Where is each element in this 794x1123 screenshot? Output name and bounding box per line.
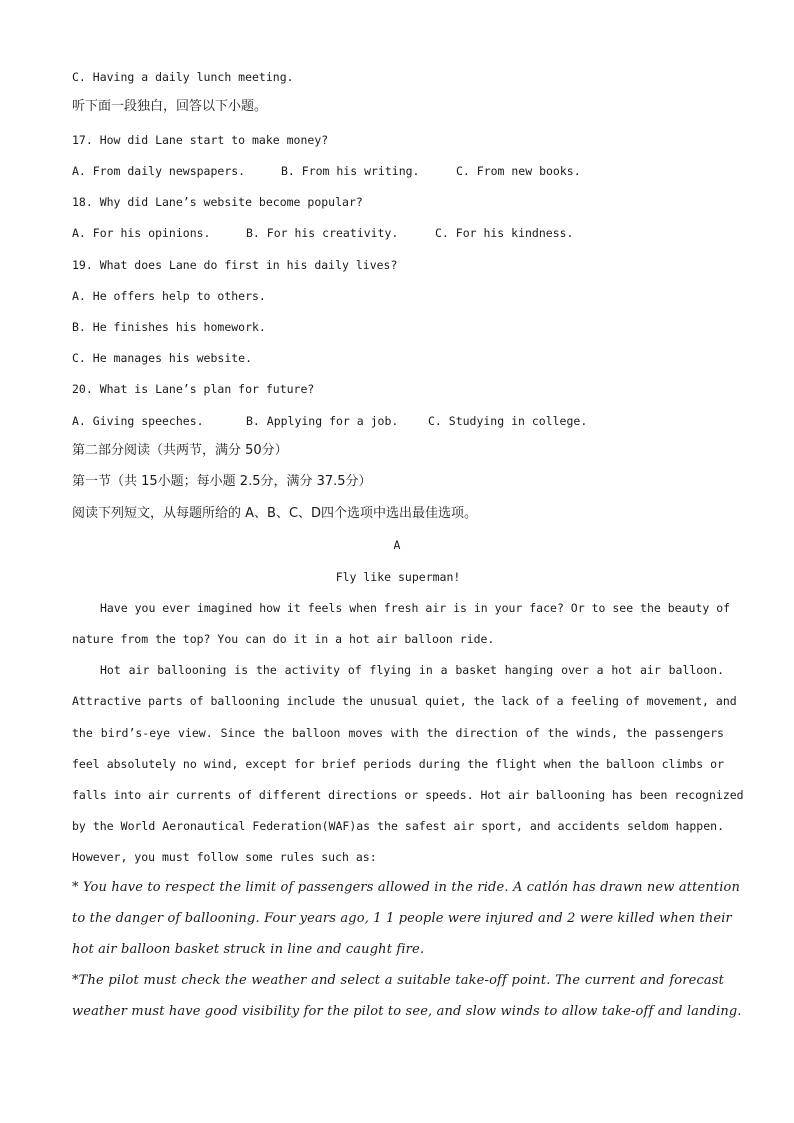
q17-option-a: A. From daily newspapers. — [72, 164, 246, 178]
q18-option-c: C. For his kindness. — [435, 226, 574, 240]
passage-p2-line: feel absolutely no wind, except for brief periods during the flight when the balloon climbs or — [72, 757, 724, 771]
q20-question: 20. What is Lane’s plan for future? — [72, 382, 315, 396]
q17-option-b: B. From his writing. — [281, 164, 420, 178]
passage-p2-line: falls into air currents of different directions or speeds. Hot air ballooning has been recognized — [72, 788, 744, 802]
q17-option-c: C. From new books. — [456, 164, 581, 178]
passage-p1-line: nature from the top? You can do it in a hot air balloon ride. — [72, 632, 495, 646]
q18-option-a: A. For his opinions. — [72, 226, 211, 240]
passage-p1-line: Have you ever imagined how it feels when fresh air is in your face? Or to see the beauty of — [100, 601, 731, 615]
rule2-line: weather must have good visibility for the pilot to see, and slow winds to allow take-off and landing. — [72, 1004, 742, 1019]
q18-question: 18. Why did Lane’s website become popular? — [72, 195, 363, 209]
q19-option-a: A. He offers help to others. — [72, 289, 266, 303]
q19-question: 19. What does Lane do first in his daily lives? — [72, 258, 398, 272]
part2-heading: 第二部分阅读（共两节，满分 50分） — [72, 443, 288, 458]
part2-instruction: 阅读下列短文，从每题所给的 A、B、C、D四个选项中选出最佳选项。 — [72, 506, 478, 521]
q18-option-b: B. For his creativity. — [246, 226, 399, 240]
passage-p2-line: Hot air ballooning is the activity of flying in a basket hanging over a hot air balloon. — [100, 663, 724, 677]
passage-p2-line: However, you must follow some rules such as: — [72, 850, 377, 864]
passage-p2-line: Attractive parts of ballooning include the unusual quiet, the lack of a feeling of movement, and — [72, 694, 737, 708]
q19-option-c: C. He manages his website. — [72, 351, 253, 365]
monologue-instruction: 听下面一段独白，回答以下小题。 — [72, 99, 268, 114]
q20-option-c: C. Studying in college. — [428, 414, 588, 428]
q19-option-b: B. He finishes his homework. — [72, 320, 266, 334]
passage-p2-line: by the World Aeronautical Federation(WAF)as the safest air sport, and accidents seldom happen. — [72, 819, 724, 833]
q17-question: 17. How did Lane start to make money? — [72, 133, 329, 147]
q20-option-a: A. Giving speeches. — [72, 414, 204, 428]
q16-option-c: C. Having a daily lunch meeting. — [72, 70, 294, 84]
q20-option-b: B. Applying for a job. — [246, 414, 399, 428]
rule2-line: *The pilot must check the weather and select a suitable take-off point. The current and forecast — [72, 973, 724, 988]
rule1-line: * You have to respect the limit of passengers allowed in the ride. A catlón has drawn new attention — [72, 880, 741, 895]
passage-p2-line: the bird’s-eye view. Since the balloon moves with the direction of the winds, the passengers — [72, 726, 724, 740]
passage-label: A — [393, 538, 401, 552]
rule1-line: to the danger of ballooning. Four years ago, 1 1 people were injured and 2 were killed when their — [72, 911, 732, 926]
part2-section1: 第一节（共 15小题；每小题 2.5分，满分 37.5分） — [72, 474, 372, 489]
passage-title: Fly like superman! — [335, 570, 461, 584]
rule1-line: hot air balloon basket struck in line and caught fire. — [72, 942, 425, 957]
